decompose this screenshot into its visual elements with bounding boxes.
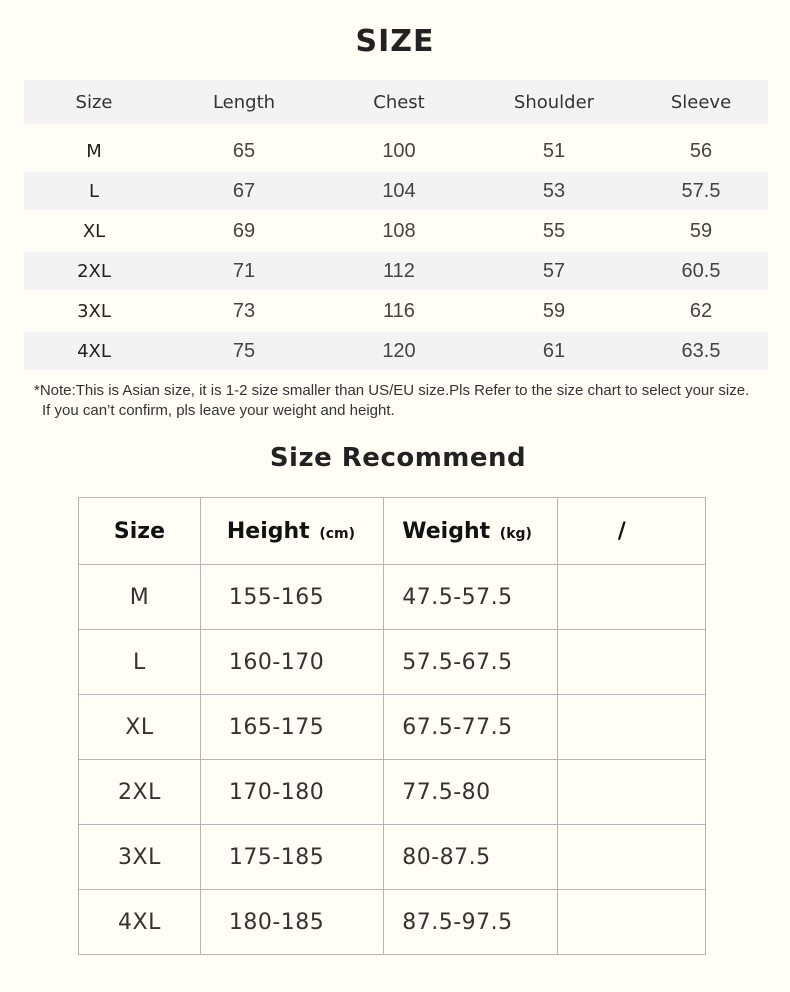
size-recommend-title: Size Recommend: [269, 443, 527, 473]
height-cell: 180-185: [200, 890, 383, 955]
chest-cell: 100: [382, 139, 416, 162]
shoulder-cell: 53: [474, 171, 634, 211]
size-cell: 3XL: [79, 825, 201, 890]
size-recommend-table: [78, 497, 706, 955]
height-cell: 175-185: [200, 825, 383, 890]
header-size: Size: [79, 498, 201, 565]
size-chart-header-row: [24, 80, 768, 128]
header-weight-label: Weight: [402, 518, 491, 544]
table-row: [79, 695, 706, 760]
shoulder-cell: 57: [474, 251, 634, 291]
header-height: [200, 498, 383, 565]
size-cell: M: [86, 140, 102, 162]
extra-cell: [558, 890, 706, 955]
table-row: [79, 760, 706, 825]
sleeve-cell: 63.5: [634, 331, 768, 370]
weight-cell: 77.5-80: [384, 760, 558, 825]
shoulder-cell: 59: [474, 291, 634, 331]
header-extra: /: [558, 498, 706, 565]
header-height-label: Height: [226, 518, 310, 544]
extra-cell: [558, 565, 706, 630]
header-chest: Chest: [324, 80, 474, 128]
size-cell: L: [79, 630, 201, 695]
size-note: [34, 381, 774, 421]
size-cell: 4XL: [79, 890, 201, 955]
size-cell: 2XL: [24, 251, 164, 291]
size-chart-title: SIZE: [355, 24, 435, 59]
shoulder-cell: 55: [474, 211, 634, 251]
chest-cell: 120: [324, 331, 474, 370]
extra-cell: [558, 630, 706, 695]
table-row: [24, 171, 768, 211]
size-cell: M: [79, 565, 201, 630]
size-cell: XL: [79, 695, 201, 760]
weight-cell: 80-87.5: [384, 825, 558, 890]
height-cell: 160-170: [200, 630, 383, 695]
table-row: [79, 630, 706, 695]
weight-cell: 57.5-67.5: [384, 630, 558, 695]
weight-cell: 47.5-57.5: [384, 565, 558, 630]
size-recommend-header-row: [79, 498, 706, 565]
size-note-line-1: *Note:This is Asian size, it is 1-2 size smaller than US/EU size.Pls Refer to the size chart to select your size.: [34, 382, 750, 399]
header-sleeve: Sleeve: [634, 80, 768, 128]
size-cell: 3XL: [24, 291, 164, 331]
length-cell: 67: [164, 171, 324, 211]
sleeve-cell: 57.5: [634, 171, 768, 211]
height-cell: 165-175: [200, 695, 383, 760]
size-cell: 2XL: [79, 760, 201, 825]
extra-cell: [558, 825, 706, 890]
chest-cell: 104: [324, 171, 474, 211]
length-cell: 65: [232, 139, 256, 162]
shoulder-cell: 61: [474, 331, 634, 370]
height-cell: 155-165: [200, 565, 383, 630]
header-size: Size: [24, 80, 164, 128]
size-chart-table: [24, 80, 768, 370]
size-cell: L: [24, 171, 164, 211]
length-cell: 69: [164, 211, 324, 251]
weight-cell: 67.5-77.5: [384, 695, 558, 760]
size-cell: XL: [24, 211, 164, 251]
weight-cell: 87.5-97.5: [384, 890, 558, 955]
chest-cell: 116: [324, 291, 474, 331]
length-cell: 75: [164, 331, 324, 370]
extra-cell: [558, 695, 706, 760]
table-row: [24, 331, 768, 370]
header-weight: [384, 498, 558, 565]
table-row: [79, 890, 706, 955]
extra-cell: [558, 760, 706, 825]
header-shoulder: Shoulder: [474, 80, 634, 128]
table-row: [24, 211, 768, 251]
table-row: [24, 291, 768, 331]
table-row: [79, 565, 706, 630]
size-cell: 4XL: [24, 331, 164, 370]
table-row: [79, 825, 706, 890]
length-cell: 73: [164, 291, 324, 331]
sleeve-cell: 60.5: [634, 251, 768, 291]
sleeve-cell: 59: [634, 211, 768, 251]
sleeve-cell: 62: [634, 291, 768, 331]
length-cell: 71: [164, 251, 324, 291]
size-note-line-2: If you can’t confirm, pls leave your weight and height.: [42, 402, 395, 419]
chest-cell: 112: [324, 251, 474, 291]
header-height-unit: (cm): [319, 525, 356, 542]
header-weight-unit: (kg): [499, 525, 532, 542]
height-cell: 170-180: [200, 760, 383, 825]
table-row: [24, 128, 768, 171]
header-length: Length: [164, 80, 324, 128]
sleeve-cell: 56: [689, 139, 713, 162]
shoulder-cell: 51: [542, 139, 566, 162]
table-row: [24, 251, 768, 291]
chest-cell: 108: [324, 211, 474, 251]
